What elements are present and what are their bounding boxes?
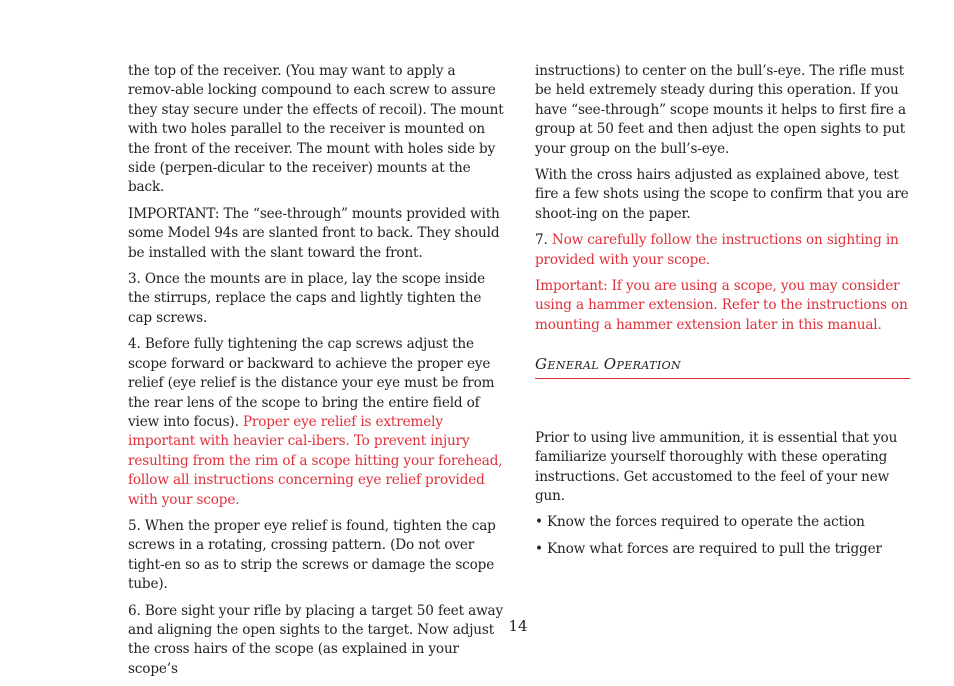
page-number: 14: [508, 617, 528, 635]
heading-initial-g: G: [535, 355, 548, 374]
left-column: [128, 62, 506, 686]
step-4-text: 4. Before fully tightening the cap screws adjust the scope forward or backward to achieve the proper eye relief (eye relief is the distance your eye must be from the rear lens of the scope to bring the entire field of view into focus).: [128, 336, 495, 430]
step-4-warning: Proper eye relief is extremely important with heavier cal-ibers. To prevent injury resulting from the rim of a scope hitting your forehead, follow all instructions concerning eye relief provided with your scope.: [128, 413, 503, 508]
heading-spacer: [535, 379, 910, 429]
paragraph-important-see-through: IMPORTANT: The “see-through” mounts provided with some Model 94s are slanted front to back. They should be installed with the slant toward the front.: [128, 205, 500, 261]
step-7-text: Now carefully follow the instructions on sighting in provided with your scope.: [535, 232, 899, 268]
paragraph-step-5: 5. When the proper eye relief is found, tighten the cap screws in a rotating, crossing pattern. (Do not over tight-en so as to strip the screws or damage the scope tube).: [128, 517, 496, 593]
bullet-item-forces-action: • Know the forces required to operate the action: [535, 514, 865, 531]
right-column: [535, 62, 910, 566]
paragraph-step-6: 6. Bore sight your rifle by placing a target 50 feet away and aligning the open sights to the target. Now adjust the cross hairs of the scope (as explained in your scope’s: [128, 602, 504, 677]
paragraph-bore-sight-continued: instructions) to center on the bull’s-eye. The rifle must be held extremely steady during this operation. If you have “see-through” scope mounts it helps to first fire a group at 50 feet and then adjust the open sights to put your group on the bull’s-eye.: [535, 63, 906, 157]
paragraph-step-3: 3. Once the mounts are in place, lay the scope inside the stirrups, replace the caps and lightly tighten the cap screws.: [128, 271, 486, 326]
heading-initial-o: O: [603, 355, 617, 374]
paragraph-test-fire: With the cross hairs adjusted as explained above, test fire a few shots using the scope to confirm that you are shoot-ing on the paper.: [535, 167, 909, 222]
bullet-item-forces-trigger: • Know what forces are required to pull the trigger: [535, 540, 882, 557]
paragraph-mount-screws: the top of the receiver. (You may want to apply a remov-able locking compound to each screw to assure they stay secure under the effects of recoil). The mount with two holes parallel to the receiver is mounted on the front of the receiver. The mount with holes side by side (perpen-dicular to the receiver) mounts at the back.: [128, 63, 504, 196]
paragraph-step-4: [128, 335, 506, 510]
heading-rest-peration: PERATION: [616, 359, 682, 373]
section-heading-general-operation: [535, 355, 910, 378]
paragraph-prior-to-using: Prior to using live ammunition, it is essential that you familiarize yourself thoroughly with these operating instructions. Get accustomed to the feel of your new gun.: [535, 429, 898, 504]
heading-rest-eneral: ENERAL: [547, 359, 600, 373]
step-7-number: 7.: [535, 232, 548, 249]
paragraph-important-hammer-extension: Important: If you are using a scope, you may consider using a hammer extension. Refer to the instructions on mounting a hammer extension later in this manual.: [535, 278, 908, 333]
paragraph-step-7: [535, 231, 910, 270]
